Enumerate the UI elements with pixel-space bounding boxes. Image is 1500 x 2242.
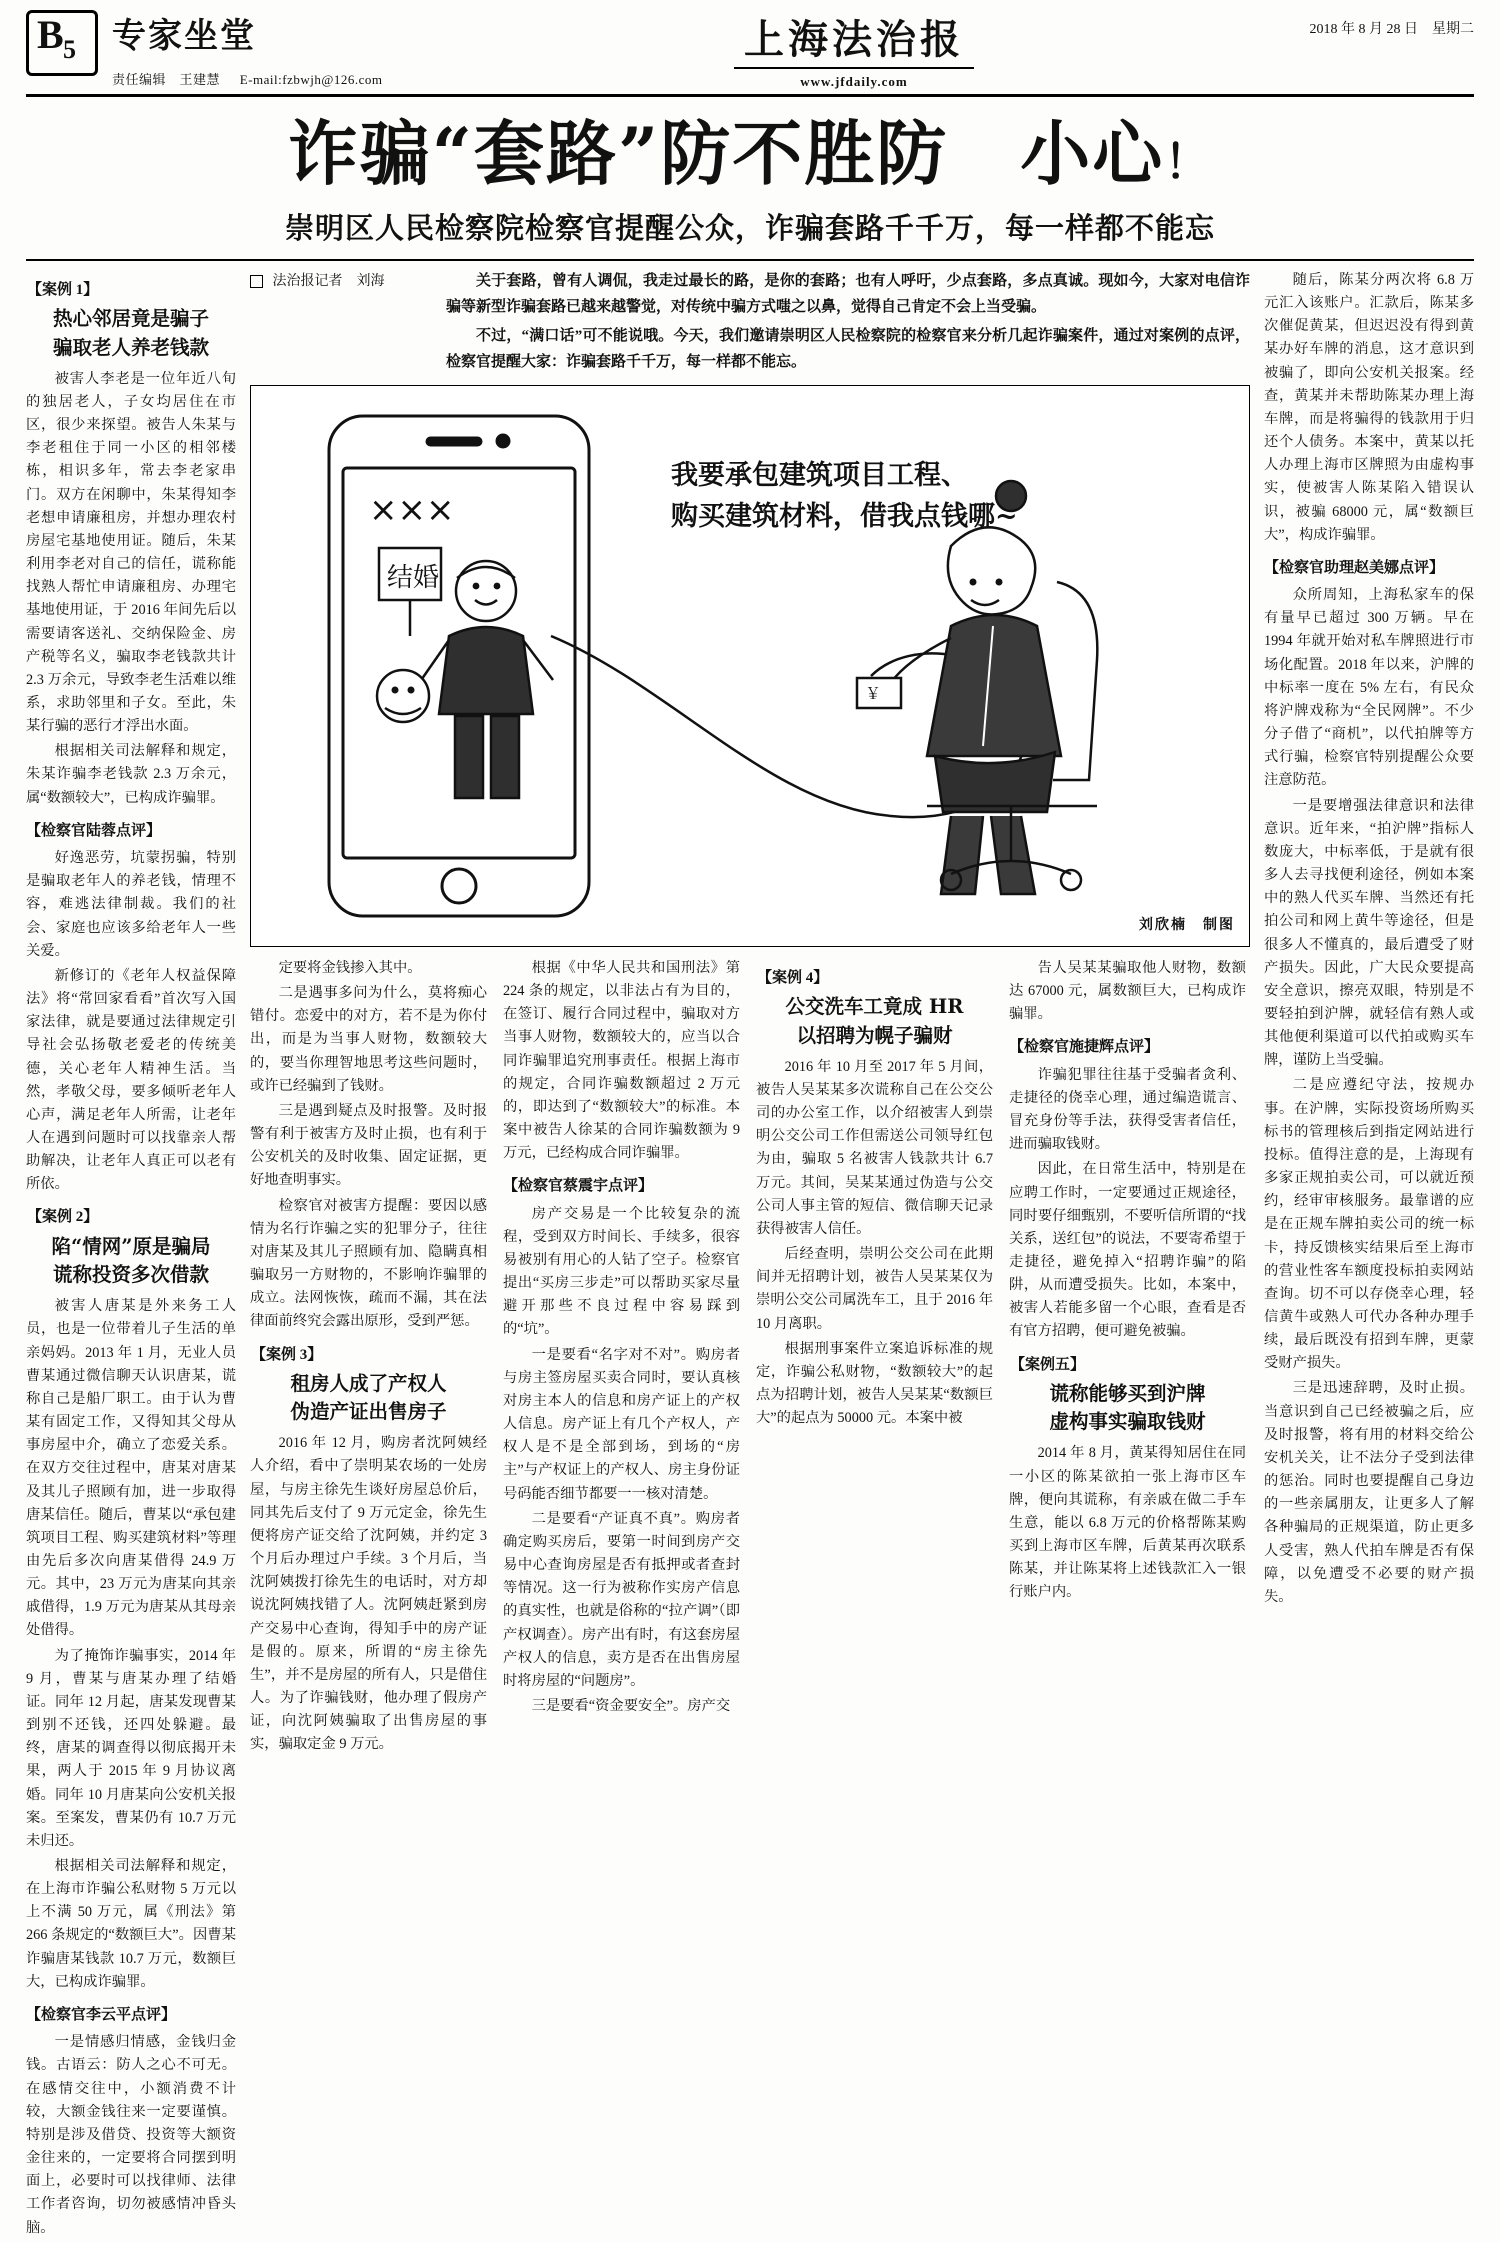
case2-para-0: 被害人唐某是外来务工人员，也是一位带着儿子生活的单亲妈妈。2013 年 1 月，无业人员曹某通过微信聊天认识唐某，谎称自己是船厂职工。由于认为曹某有固定工作，又得知其父母从事房屋中介，确立了恋爱关系。在双方交往过程中，唐某对唐某及其儿子照顾有加，进一步取得唐某信任。随后，曹某以“承包建筑项目工程、购买建筑材料”等理由先后多次向唐某借得 24.9 万元。其中，23 万元为唐某向其亲戚借得，1.9 万元为唐某从其母亲处借得。 bbox=[26, 1298, 236, 1639]
case1-comment-0: 好逸恶劳，坑蒙拐骗，特别是骗取老年人的养老钱，情理不容，难逃法律制裁。我们的社会、家庭也应该多给老年人一些关爱。 bbox=[26, 850, 236, 959]
illustration-credit: 刘欣楠 制图 bbox=[1139, 918, 1235, 934]
case3-comment-1: 一是要看“名字对不对”。购房者与房主签房屋买卖合同时，要认真核对房主本人的信息和房产证上的产权人信息。房产证上有几个产权人，产权人是不是全部到场，到场的“房主”与产权证上的产权人、房主身份证号码能否细节都要一一核对清楚。 bbox=[503, 1346, 740, 1502]
case4-para-3: 告人吴某某骗取他人财物，数额达 67000 元，属数额巨大，已构成诈骗罪。 bbox=[1009, 960, 1246, 1023]
case2-title-line2: 谎称投资多次借款 bbox=[52, 1263, 209, 1286]
email-line: E-mail:fzbwjh@126.com bbox=[239, 72, 383, 87]
case5-comment-0: 众所周知，上海私家车的保有量早已超过 300 万辆。早在 1994 年就开始对私车牌照进行市场化配置。2018 年以来，沪牌的中标率一度在 5% 左右，有民众将沪牌戏称为“全民网牌”。不少分子借了“商机”，以代拍牌等方式行骗，检察官特别提醒公众要注意防范。 bbox=[1264, 587, 1474, 789]
case2-para-2: 根据相关司法解释和规定，在上海市诈骗公私财物 5 万元以上不满 50 万元，属《刑法》第 266 条规定的“数额巨大”。因曹某诈骗唐某钱款 10.7 万元，数额巨大，已构成诈骗罪。 bbox=[26, 1858, 236, 1990]
case5-title-line2: 虚构事实骗取钱财 bbox=[1049, 1410, 1206, 1434]
header-divider bbox=[26, 259, 1474, 261]
case4-title bbox=[756, 993, 993, 1050]
case5-title bbox=[1009, 1380, 1246, 1437]
case2-comment-tag: 【检察官李云平点评】 bbox=[26, 2006, 177, 2023]
case1-comment-tag: 【检察官陆蓉点评】 bbox=[26, 822, 162, 839]
case5-para-1: 随后，陈某分两次将 6.8 万元汇入该账户。汇款后，陈某多次催促黄某，但迟迟没有得到黄某办好车牌的消息，这才意识到被骗了，即向公安机关报案。经查，黄某并未帮助陈某办理上海车牌，而是将骗得的钱款用于归还个人债务。本案中，黄某以托人办理上海市区牌照为由虚构事实，使被害人陈某陷入错误认识，被骗 68000 元，属“数额巨大”，构成诈骗罪。 bbox=[1264, 272, 1474, 543]
section-badge bbox=[26, 10, 98, 76]
case1-title-line2: 骗取老人养老钱款 bbox=[52, 335, 209, 359]
case3-para-4: 检察官对被害方提醒：要因以感情为名行诈骗之实的犯罪分子，往往对唐某及其儿子照顾有加、隐瞒真相骗取另一方财物的，不影响诈骗罪的成立。法网恢恢，疏而不漏，其在法律面前终究会露出原形，受到严惩。 bbox=[250, 1197, 487, 1330]
case3-comment-3: 三是要看“资金要安全”。房产交 bbox=[531, 1697, 731, 1714]
case2-para-1: 为了掩饰诈骗事实，2014 年 9 月，曹某与唐某办理了结婚证。同年 12 月起，唐某发现曹某到别不还钱，还四处躲避。最终，唐某的调查得以彻底揭开未果，两人于 2015 年 9 月协议离婚。同年 10 月唐某向公安机关报案。至案发，曹某仍有 10.7 万元未归还。 bbox=[26, 1647, 236, 1849]
case4-tag: 【案例 4】 bbox=[757, 970, 829, 986]
case2-title bbox=[26, 1233, 236, 1290]
svg-text:×××: ××× bbox=[369, 490, 455, 530]
editor-line: 责任编辑 王建慧 bbox=[112, 72, 221, 87]
case2-title-line1: 陷“情网”原是骗局 bbox=[51, 1234, 211, 1258]
byline-role: 法治报记者 bbox=[272, 274, 343, 289]
svg-text:￥: ￥ bbox=[865, 684, 882, 703]
svg-text:结婚: 结婚 bbox=[387, 563, 440, 593]
illustration-speech-bubble bbox=[671, 456, 1018, 537]
case1-para-0: 被害人李老是一位年近八旬的独居老人，子女均居住在市区，很少来探望。被告人朱某与李老租住于同一小区的相邻楼栋，相识多年，常去李老家串门。双方在闲聊中，朱某得知李老想申请廉租房，并想办理农村房屋宅基地使用证。随后，朱某利用李老对自己的信任，谎称能找熟人帮忙申请廉租房、办理宅基地使用证，于 2016 年间先后以需要请客送礼、交纳保险金、房产税等名义，骗取李老钱款共计 2.3 万余元，导致李老生活难以维系，求助邻里和子女。至此，朱某行骗的恶行才浮出水面。 bbox=[26, 370, 236, 735]
case3-para-2: 二是遇事多问为什么，莫将痴心错付。恋爱中的对方，若不是为你付出，而是为当事人财物，数额较大的，要当你理智地思考这些问题时，或许已经骗到了钱财。 bbox=[250, 985, 487, 1094]
case4-para-0: 2016 年 10 月至 2017 年 5 月间，被告人吴某某多次谎称自己在公交公司的办公室工作，以介绍被害人到崇明公交公司工作但需送公司领导红包为由，骗取 5 名被害人钱款共计 6.7 万元。其间，吴某某通过伪造与公交公司人事主管的短信、微信聊天记录获得被害人信任。 bbox=[756, 1058, 993, 1237]
lead-para-0: 关于套路，曾有人调侃，我走过最长的路，是你的套路；也有人呼吁，少点套路，多点真诚。现如今，大家对电信诈骗等新型诈骗套路已越来越警觉，对传统中骗方式嗤之以鼻，觉得自己肯定不会上当受骗。 bbox=[446, 273, 1250, 315]
case3-comment-tag: 【检察官蔡震宇点评】 bbox=[503, 1178, 654, 1195]
case5-tag: 【案例五】 bbox=[1010, 1356, 1086, 1373]
illustration bbox=[250, 385, 1250, 947]
case5-para-0: 2014 年 8 月，黄某得知居住在同一小区的陈某欲拍一张上海市区车牌，便向其谎称，有亲戚在做二手车生意，能以 6.8 万元的价格帮陈某购买到上海市区车牌，后黄某再次联系陈某，并让陈某将上述钱款汇入一银行账户内。 bbox=[1009, 1445, 1246, 1601]
case5-comment-3: 三是迅速辞聘，及时止损。当意识到自己已经被骗之后，应及时报警，将有用的材料交给公安机关关，让不法分子受到法律的惩治。同时也要提醒自己身边的一些亲属朋友，让更多人了解各种骗局的正规渠道，防止更多人受害，熟人代拍车牌是否有保障，以免遭受不必要的财产损失。 bbox=[1264, 1380, 1474, 1605]
case3-para-1: 定要将金钱掺入其中。 bbox=[278, 960, 422, 976]
case1-para-1: 根据相关司法解释和规定，朱某诈骗李老钱款 2.3 万余元，属“数额较大”，已构成诈骗罪。 bbox=[26, 743, 236, 806]
column-1 bbox=[26, 269, 236, 2242]
case3-title-line2: 伪造产证出售房子 bbox=[290, 1400, 447, 1424]
column-middle bbox=[250, 269, 1250, 2242]
lead-para-1: 不过，“满口话”可不能说哦。今天，我们邀请崇明区人民检察院的检察官来分析几起诈骗案件，通过对案例的点评，检察官提醒大家：诈骗套路千千万，每一样都不能忘。 bbox=[446, 328, 1250, 370]
case4-title-line1: 公交洗车工竟成 HR bbox=[785, 995, 964, 1019]
case5-comment-2: 二是应遵纪守法，按规办事。在沪牌，实际投资场所购买标书的管理核后到指定网站进行投标。值得注意的是，上海现有多家正规拍卖公司，可以就近预约，经审审核服务。最靠谱的应是在正规车牌拍卖公司的统一标卡，持反馈核实结果后至上海市的营业性客车额度投标拍卖网站查询。切不可以存侥幸心理，轻信黄牛或熟人可代办各种办理手续，最后既没有招到车牌，更蒙受财产损失。 bbox=[1264, 1077, 1474, 1372]
case3-comment-2: 二是要看“产证真不真”。购房者确定购买房后，要第一时间到房产交易中心查询房屋是否有抵押或者查封等情况。这一行为被称作实房产信息的真实性，也就是俗称的“拉产调”（即产权调查）。房产出有时，有这套房屋产权人的信息，卖方是否在出售房屋时将房屋的“问题房”。 bbox=[503, 1510, 740, 1689]
page-title bbox=[26, 112, 1474, 195]
case2-tag: 【案例 2】 bbox=[27, 1209, 99, 1226]
case2-comment-0: 一是情感归情感，金钱归金钱。古语云：防人之心不可无。在感情交往中，小额消费不计较，大额金钱往来一定要谨慎。特别是涉及借贷、投资等大额资金往来的，一定要将合同摆到明面上，必要时可以找律师、法律工作者咨询，切勿被感情冲昏头脑。 bbox=[26, 2034, 236, 2236]
column-4 bbox=[756, 957, 993, 1759]
case4-comment-tag: 【检察官施捷辉点评】 bbox=[1009, 1039, 1160, 1056]
byline-mark-icon bbox=[250, 275, 263, 288]
section-letter: B bbox=[37, 12, 64, 57]
case5-title-line1: 谎称能够买到沪牌 bbox=[1049, 1381, 1206, 1405]
case3-comment-0: 房产交易是一个比较复杂的流程，受到双方时间长、手续多，很容易被别有用心的人钻了空子。检察官提出“买房三步走”可以帮助买家尽量避开那些不良过程中容易踩到的“坑”。 bbox=[503, 1205, 740, 1338]
publish-date: 2018 年 8 月 28 日 星期二 bbox=[1309, 22, 1474, 37]
byline bbox=[250, 269, 430, 379]
lead-paragraphs bbox=[446, 269, 1250, 379]
headline-text: 诈骗“套路”防不胜防 小心 bbox=[287, 112, 1165, 195]
case4-title-line2: 以招聘为幌子骗财 bbox=[796, 1023, 953, 1047]
byline-name: 刘海 bbox=[356, 274, 385, 289]
case3-para-3: 三是遇到疑点及时报警。及时报警有利于被害方及时止损，也有利于公安机关的及时收集、固定证据，更好地查明事实。 bbox=[250, 1102, 487, 1189]
case3-title bbox=[250, 1370, 487, 1427]
column-6 bbox=[1264, 269, 1474, 2242]
bubble-line-2: 购买建筑材料，借我点钱哪~ bbox=[671, 500, 1018, 532]
case3-extra-0: 根据《中华人民共和国刑法》第 224 条的规定，以非法占有为目的，在签订、履行合同过程中，骗取对方当事人财物，数额较大的，应当以合同诈骗罪追究刑事责任。根据上海市的规定，合同诈骗数额超过 2 万元的，即达到了“数额较大”的标准。本案中被告人徐某的合同诈骗数额为 9 万元，已经构成合同诈骗罪。 bbox=[503, 960, 740, 1162]
case3-tag: 【案例 3】 bbox=[251, 1346, 323, 1363]
column-5 bbox=[1009, 957, 1246, 1759]
column-name: 专家坐堂 bbox=[112, 16, 256, 56]
case4-para-1: 后经查明，崇明公交公司在此期间并无招聘计划，被告人吴某某仅为崇明公交公司属洗车工，且于 2016 年 10 月离职。 bbox=[756, 1246, 993, 1332]
case5-comment-tag: 【检察官助理赵美娜点评】 bbox=[1264, 559, 1445, 576]
case1-tag: 【案例 1】 bbox=[27, 282, 99, 298]
bubble-line-1: 我要承包建筑项目工程、 bbox=[671, 460, 968, 491]
paper-url[interactable]: www.jfdaily.com bbox=[800, 74, 908, 89]
paper-title: 上海法治报 bbox=[734, 8, 974, 69]
column-2 bbox=[250, 957, 487, 1759]
page-subtitle: 崇明区人民检察院检察官提醒公众，诈骗套路千千万，每一样都不能忘 bbox=[284, 211, 1215, 245]
headline-exclamation: ！ bbox=[1164, 135, 1213, 189]
case4-para-2: 根据刑事案件立案追诉标准的规定，诈骗公私财物，“数额较大”的起点为招聘计划，被告人吴某某“数额巨大”的起点为 50000 元。本案中被 bbox=[756, 1340, 993, 1427]
case4-comment-1: 因此，在日常生活中，特别是在应聘工作时，一定要通过正规途径，同时要仔细甄别，不要听信所谓的“找关系，送红包”的说法，不要寄希望于走捷径，避免掉入“招聘诈骗”的陷阱，从而遭受损失。比如，本案中，被害人若能多留一个心眼，查看是否有官方招聘，便可避免被骗。 bbox=[1009, 1161, 1246, 1340]
section-number: 5 bbox=[63, 35, 76, 64]
case1-title bbox=[26, 305, 236, 362]
case4-comment-0: 诈骗犯罪往往基于受骗者贪利、走捷径的侥幸心理，通过编造谎言、冒充身份等手法，获得受害者信任，进而骗取钱财。 bbox=[1009, 1066, 1246, 1153]
case3-title-line1: 租房人成了产权人 bbox=[290, 1371, 447, 1395]
case3-para-0: 2016 年 12 月，购房者沈阿姨经人介绍，看中了崇明某农场的一处房屋，与房主徐先生谈好房屋总价后，同其先后支付了 9 万元定金，徐先生便将房产证交给了沈阿姨，并约定 3 个月后办理过户手续。3 个月后，当沈阿姨拨打徐先生的电话时，对方却说沈阿姨找错了人。沈阿姨赶紧到房产交易中心查询，得知手中的房产证是假的。原来，所谓的“房主徐先生”，并不是房屋的所有人，只是借住人。为了诈骗钱财，他办理了假房产证，向沈阿姨骗取了出售房屋的事实，骗取定金 9 万元。 bbox=[250, 1435, 487, 1753]
masthead bbox=[26, 8, 1474, 97]
case1-title-line1: 热心邻居竟是骗子 bbox=[52, 307, 209, 331]
column-3 bbox=[503, 957, 740, 1759]
case1-comment-1: 新修订的《老年人权益保障法》将“常回家看看”首次写入国家法律，就是要通过法律规定引导社会弘扬敬老爱老的传统美德，关心老年人精神生活。当然，孝敬父母，要多倾听老年人心声，满足老年人所需，让老年人在遇到问题时可以找靠亲人帮助解决，让老年人真正可以老有所依。 bbox=[26, 967, 236, 1193]
case5-comment-1: 一是要增强法律意识和法律意识。近年来，“拍沪牌”指标人数庞大，中标率低，于是就有很多人去寻找便利途径，例如本案中的熟人代买车牌、当然还有托拍公司和网上黄牛等途径，但是很多人不懂真的，最后遭受了财产损失。因此，广大民众要提高安全意识，擦亮双眼，特别是不要轻拍到沪牌，就轻信有熟人或其他便利渠道可以代拍或购买车牌，谨防上当受骗。 bbox=[1264, 797, 1474, 1069]
